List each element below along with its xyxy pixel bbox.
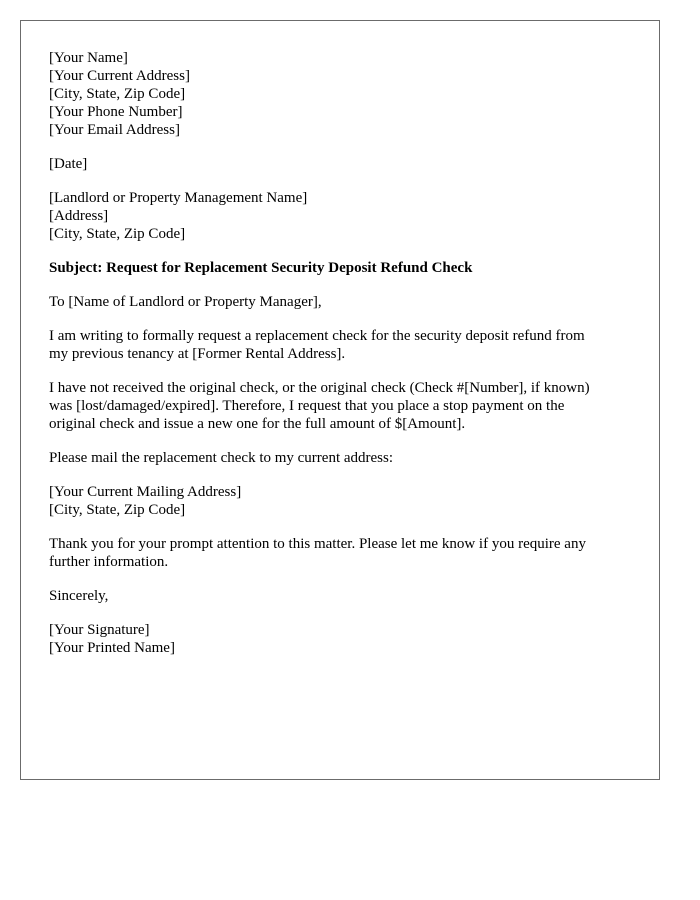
body-paragraph-1	[49, 327, 631, 363]
recipient-city-state-zip: [City, State, Zip Code]	[49, 226, 186, 242]
body-paragraph-1-line: I am writing to formally request a replacement check for the security deposit refund from	[49, 328, 585, 344]
signature-block	[49, 621, 631, 657]
subject-line: Subject: Request for Replacement Security Deposit Refund Check	[49, 260, 473, 276]
salutation: To [Name of Landlord or Property Manager],	[49, 294, 322, 310]
body-paragraph-2-line: was [lost/damaged/expired]. Therefore, I request that you place a stop payment on the	[49, 398, 565, 414]
body-paragraph-1-line: my previous tenancy at [Former Rental Address].	[49, 346, 346, 362]
signature-placeholder: [Your Signature]	[49, 622, 150, 638]
mailing-city-state-zip: [City, State, Zip Code]	[49, 502, 186, 518]
recipient-address: [Address]	[49, 208, 109, 224]
sender-block	[49, 49, 631, 139]
body-paragraph-4-line: further information.	[49, 554, 169, 570]
closing: Sincerely,	[49, 588, 109, 604]
body-paragraph-2	[49, 379, 631, 433]
body-paragraph-4	[49, 535, 631, 571]
sender-phone: [Your Phone Number]	[49, 104, 183, 120]
body-paragraph-4-line: Thank you for your prompt attention to this matter. Please let me know if you require any	[49, 536, 586, 552]
body-paragraph-2-line: original check and issue a new one for the full amount of $[Amount].	[49, 416, 466, 432]
sender-city-state-zip: [City, State, Zip Code]	[49, 86, 186, 102]
body-paragraph-3: Please mail the replacement check to my current address:	[49, 450, 394, 466]
mailing-address: [Your Current Mailing Address]	[49, 484, 242, 500]
sender-address: [Your Current Address]	[49, 68, 190, 84]
letter-page	[20, 20, 660, 780]
sender-email: [Your Email Address]	[49, 122, 180, 138]
date-block	[49, 155, 631, 173]
recipient-block	[49, 189, 631, 243]
printed-name: [Your Printed Name]	[49, 640, 175, 656]
recipient-name: [Landlord or Property Management Name]	[49, 190, 308, 206]
letter-date: [Date]	[49, 156, 88, 172]
sender-name: [Your Name]	[49, 50, 128, 66]
body-paragraph-2-line: I have not received the original check, or the original check (Check #[Number], if known)	[49, 380, 590, 396]
mailing-address-block	[49, 483, 631, 519]
